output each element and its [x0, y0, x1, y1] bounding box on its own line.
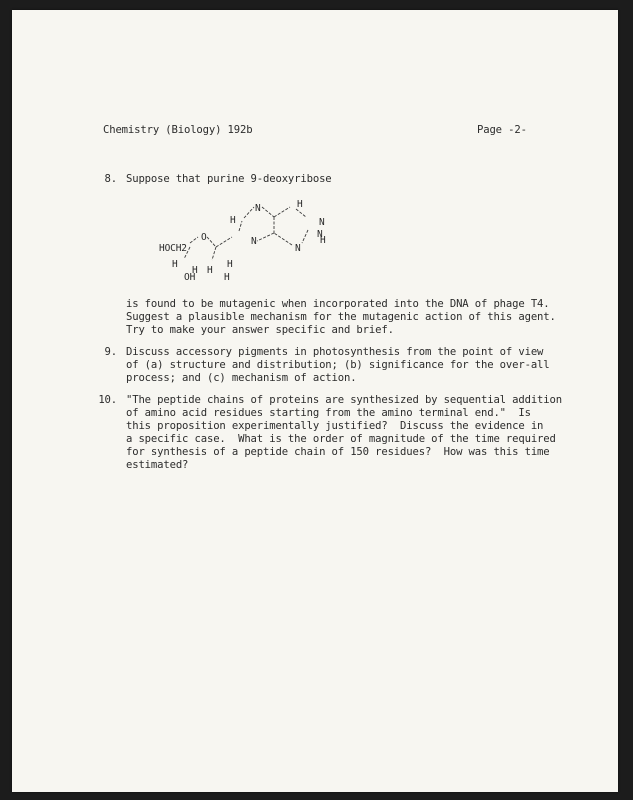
bond: [296, 209, 306, 217]
question-9-number: 9.: [104, 346, 117, 358]
question-8-line: is found to be mutagenic when incorporated into the DNA of phage T4.: [126, 298, 550, 310]
label-h-mid1: H: [192, 265, 198, 276]
question-8-line: Try to make your answer specific and brief.: [126, 324, 394, 336]
label-h-mid2: H: [207, 265, 213, 276]
question-9-line: Discuss accessory pigments in photosynthesis from the point of view: [126, 346, 544, 358]
label-n-right1: N: [319, 217, 325, 228]
bond: [302, 230, 308, 243]
question-8-number: 8.: [104, 173, 117, 185]
label-oh: OH: [184, 272, 196, 283]
question-10-line: a specific case. What is the order of magnitude of the time required: [126, 433, 556, 445]
bond: [244, 207, 254, 218]
bond: [212, 247, 216, 260]
label-h-right2: H: [224, 272, 230, 283]
bond: [274, 233, 292, 245]
question-8-intro: Suppose that purine 9-deoxyribose: [126, 173, 332, 185]
label-n-link: N: [251, 236, 257, 247]
question-10-number: 10.: [98, 394, 117, 406]
question-9-line: process; and (c) mechanism of action.: [126, 372, 357, 384]
label-h-top: H: [230, 215, 236, 226]
bond: [207, 237, 216, 247]
bond: [274, 207, 290, 217]
question-8-line: Suggest a plausible mechanism for the mutagenic action of this agent.: [126, 311, 556, 323]
question-10-line: this proposition experimentally justified? Discuss the evidence in: [126, 420, 544, 432]
question-10-line: estimated?: [126, 459, 189, 471]
question-9-line: of (a) structure and distribution; (b) significance for the over-all: [126, 359, 550, 371]
bond: [190, 237, 198, 243]
bond: [239, 221, 242, 231]
bond: [262, 207, 274, 217]
bond: [216, 237, 232, 247]
label-n-top: N: [255, 203, 261, 214]
label-h-left: H: [172, 259, 178, 270]
purine-deoxyribose-structure: [132, 185, 342, 285]
question-10-line: of amino acid residues starting from the amino terminal end." Is: [126, 407, 531, 419]
page-number: Page -2-: [477, 124, 527, 136]
label-n-bottom: N: [295, 243, 301, 254]
label-h-ring-top: H: [297, 199, 303, 210]
label-h-right1: H: [227, 259, 233, 270]
question-10-line: for synthesis of a peptide chain of 150 residues? How was this time: [126, 446, 550, 458]
label-hoch2: HOCH2: [159, 243, 187, 254]
bond: [257, 233, 274, 241]
paper-page: [12, 10, 618, 792]
label-o: O: [201, 232, 207, 243]
label-n-right2: N: [317, 229, 323, 240]
document-body: [12, 10, 618, 792]
question-10-line: "The peptide chains of proteins are synthesized by sequential addition: [126, 394, 562, 406]
course-title: Chemistry (Biology) 192b: [103, 124, 253, 136]
label-h-ring-right: H: [320, 235, 326, 246]
